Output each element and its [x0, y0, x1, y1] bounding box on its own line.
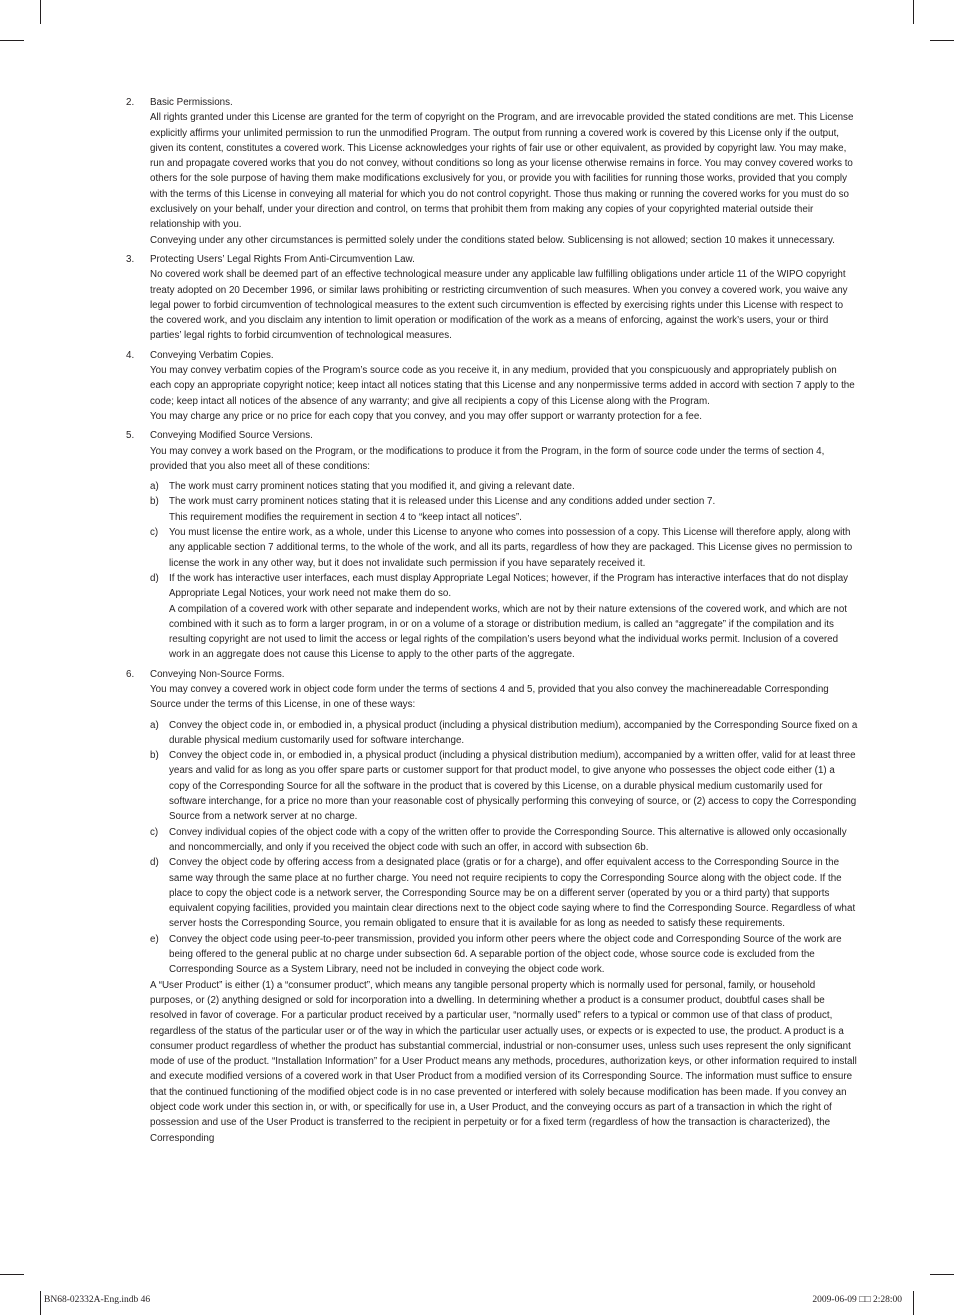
list-item	[150, 855, 858, 931]
license-section	[126, 95, 858, 248]
crop-mark-top-left-h	[0, 40, 24, 41]
section-title: Basic Permissions.	[150, 97, 233, 108]
item-paragraph: A compilation of a covered work with other separate and independent works, which are not by their nature extensions of the covered work, and which are not combined with it such as to form a larger program, in or on a volume of a storage or distribution medium, is called an “aggregate” if the compilation and its resulting copyright are not used to limit the access or legal rights of the compilation’s users beyond what the individual works permit. Inclusion of a covered work in an aggregate does not cause this License to apply to the other parts of the aggregate.	[169, 603, 848, 661]
section-paragraph: All rights granted under this License are granted for the term of copyright on the Program, and are irrevocable provided the stated conditions are met. This License explicitly affirms your unlimited permission to run the unmodified Program. The output from running a covered work is covered by this License only if the output, given its content, constitutes a covered work. This License acknowledges your rights of fair use or other equivalent, as provided by copyright law. You may make, run and propagate covered works that you do not convey, without conditions so long as your license otherwise remains in force. You may convey covered works to others for the sole purpose of having them make modifications exclusively for you, or provide you with facilities for running those works, provided that you comply with the terms of this License in conveying all material for which you do not control copyright. Those thus making or running the covered works for you must do so exclusively on your behalf, under your direction and control, on terms that prohibit them from making any copies of your copyrighted material outside their relationship with you.	[150, 112, 854, 231]
print-footer	[0, 1295, 954, 1309]
item-paragraph: Convey the object code using peer-to-peer transmission, provided you inform other peers where the object code and Corresponding Source of the work are being offered to the general public at no charge under subsection 6d. A separable portion of the object code, whose source code is excluded from the Corresponding Source as a System Library, need not be included in conveying the object code work.	[169, 933, 842, 976]
item-letter: e)	[150, 933, 159, 945]
list-item	[150, 479, 858, 494]
item-paragraph: You must license the entire work, as a whole, under this License to anyone who comes into possession of a copy. This License will therefore apply, along with any applicable section 7 additional terms, to the whole of the work, and all its parts, regardless of how they are packaged. This License gives no permission to license the work in any other way, but it does not invalidate such permission if you have separately received it.	[169, 527, 853, 569]
section-number: 4.	[126, 349, 135, 361]
section-paragraph: No covered work shall be deemed part of an effective technological measure under any applicable law fulfilling obligations under article 11 of the WIPO copyright treaty adopted on 20 December 1996, or similar laws prohibiting or restricting circumvention of such measures. When you convey a covered work, you waive any legal power to forbid circumvention of technological measures to the extent such circumvention is effected by exercising rights under this License with respect to the covered work, and you disclaim any intention to limit operation or modification of the work as a means of enforcing, against the work’s users, your or third parties’ legal rights to forbid circumvention of technological measures.	[150, 269, 848, 342]
footer-timestamp: 2009-06-09 □□ 2:28:00	[812, 1295, 902, 1305]
list-item	[150, 571, 858, 663]
section-number: 5.	[126, 430, 135, 442]
license-section	[126, 428, 858, 662]
license-section	[126, 667, 858, 1146]
item-letter: c)	[150, 527, 159, 539]
item-letter: b)	[150, 496, 159, 508]
crop-mark-bottom-right-h	[930, 1274, 954, 1275]
item-paragraph: Convey the object code in, or embodied in, a physical product (including a physical distribution medium), accompanied by a written offer, valid for at least three years and valid for as long as you offer spare parts or customer support for that product model, to give anyone who possesses the object code either (1) a copy of the Corresponding Source for all the software in the product that is covered by this License, on a durable physical medium customarily used for software interchange, for a price no more than your reasonable cost of physically performing this conveying of source, or (2) access to copy the Corresponding Source from a network server at no charge.	[169, 750, 857, 823]
list-item	[150, 718, 858, 749]
item-paragraph: Convey individual copies of the object code with a copy of the written offer to provide the Corresponding Source. This alternative is allowed only occasionally and noncommercially, and only if you received the object code with such an offer, in accord with subsection 6b.	[169, 826, 847, 853]
list-item	[150, 932, 858, 978]
list-item	[150, 748, 858, 824]
condition-list	[150, 479, 858, 663]
section-number: 3.	[126, 253, 135, 265]
section-number: 6.	[126, 668, 135, 680]
item-paragraph: If the work has interactive user interfaces, each must display Appropriate Legal Notices; however, if the Program has interactive interfaces that do not display Appropriate Legal Notices, your work need not make them do so.	[169, 572, 849, 600]
list-item	[150, 494, 858, 525]
section-paragraph: A “User Product” is either (1) a “consumer product”, which means any tangible personal property which is normally used for personal, family, or household purposes, or (2) anything designed or sold for incorporation into a dwelling. In determining whether a product is a consumer product, doubtful cases shall be resolved in favor of coverage. For a particular product received by a particular user, “normally used” refers to a typical or common use of that class of product, regardless of the status of the particular user or of the way in which the particular user actually uses, or expects or is expected to use, the product. A product is a consumer product regardless of whether the product has substantial commercial, industrial or non-consumer uses, unless such uses represent the only significant mode of use of the product. “Installation Information” for a User Product means any methods, procedures, authorization keys, or other information required to install and execute modified versions of a covered work in that User Product from a modified version of its Corresponding Source. The information must suffice to ensure that the continued functioning of the modified object code is in no case prevented or interfered with solely because modification has been made. If you convey an object code work under this section in, or with, or specifically for use in, a User Product, and the conveying occurs as part of a transaction in which the right of possession and use of the User Product is transferred to the recipient in perpetuity or for a fixed term (regardless of how the transaction is characterized), the Corresponding	[150, 979, 857, 1144]
list-item	[150, 525, 858, 571]
section-title: Protecting Users’ Legal Rights From Anti-Circumvention Law.	[150, 253, 415, 265]
item-paragraph: This requirement modifies the requirement in section 4 to “keep intact all notices”.	[169, 511, 522, 523]
section-title: Conveying Modified Source Versions.	[150, 430, 313, 442]
item-letter: d)	[150, 857, 159, 869]
footer-file-name: BN68-02332A-Eng.indb 46	[44, 1295, 151, 1305]
license-section	[126, 348, 858, 424]
item-letter: a)	[150, 481, 159, 493]
item-letter: a)	[150, 719, 159, 731]
license-text	[126, 95, 858, 1150]
crop-mark-bottom-left-h	[0, 1274, 24, 1275]
crop-mark-top-left	[40, 0, 41, 24]
condition-list	[150, 718, 858, 978]
crop-mark-top-right-h	[930, 40, 954, 41]
section-paragraph: You may convey a work based on the Program, or the modifications to produce it from the Program, in the form of source code under the terms of section 4, provided that you also meet all of these conditions:	[150, 445, 825, 472]
section-paragraph: You may convey a covered work in object code form under the terms of sections 4 and 5, provided that you also convey the machinereadable Corresponding Source under the terms of this License, in one of these ways:	[150, 683, 829, 711]
section-paragraph: You may convey verbatim copies of the Program’s source code as you receive it, in any medium, provided that you conspicuously and appropriately publish on each copy an appropriate copyright notice; keep intact all notices stating that this License and any nonpermissive terms added in accord with section 7 apply to the code; keep intact all notices of the absence of any warranty; and give all recipients a copy of this License along with the Program.	[150, 365, 855, 407]
item-paragraph: Convey the object code in, or embodied in, a physical product (including a physical distribution medium), accompanied by the Corresponding Source fixed on a durable physical medium customarily used for software interchange.	[169, 719, 858, 746]
item-letter: b)	[150, 750, 159, 762]
item-letter: c)	[150, 826, 159, 838]
section-title: Conveying Non-Source Forms.	[150, 668, 285, 680]
section-paragraph: You may charge any price or no price for each copy that you convey, and you may offer support or warranty protection for a fee.	[150, 410, 703, 422]
license-section	[126, 252, 858, 344]
item-letter: d)	[150, 572, 159, 584]
list-item	[150, 825, 858, 856]
item-paragraph: The work must carry prominent notices stating that you modified it, and giving a relevant date.	[169, 481, 575, 493]
crop-mark-top-right	[913, 0, 914, 24]
section-paragraph: Conveying under any other circumstances is permitted solely under the conditions stated below. Sublicensing is not allowed; section 10 makes it unnecessary.	[150, 234, 835, 246]
item-paragraph: The work must carry prominent notices stating that it is released under this License and any conditions added under section 7.	[169, 496, 716, 508]
section-title: Conveying Verbatim Copies.	[150, 349, 274, 361]
section-number: 2.	[126, 97, 135, 108]
item-paragraph: Convey the object code by offering access from a designated place (gratis or for a charge), and offer equivalent access to the Corresponding Source in the same way through the same place at no further charge. You need not require recipients to copy the Corresponding Source along with the object code. If the place to copy the object code is a network server, the Corresponding Source may be on a different server (operated by you or a third party) that supports equivalent copying facilities, provided you maintain clear directions next to the object code saying where to find the Corresponding Source. Regardless of what server hosts the Corresponding Source, you remain obligated to ensure that it is available for as long as needed to satisfy these requirements.	[169, 857, 856, 930]
